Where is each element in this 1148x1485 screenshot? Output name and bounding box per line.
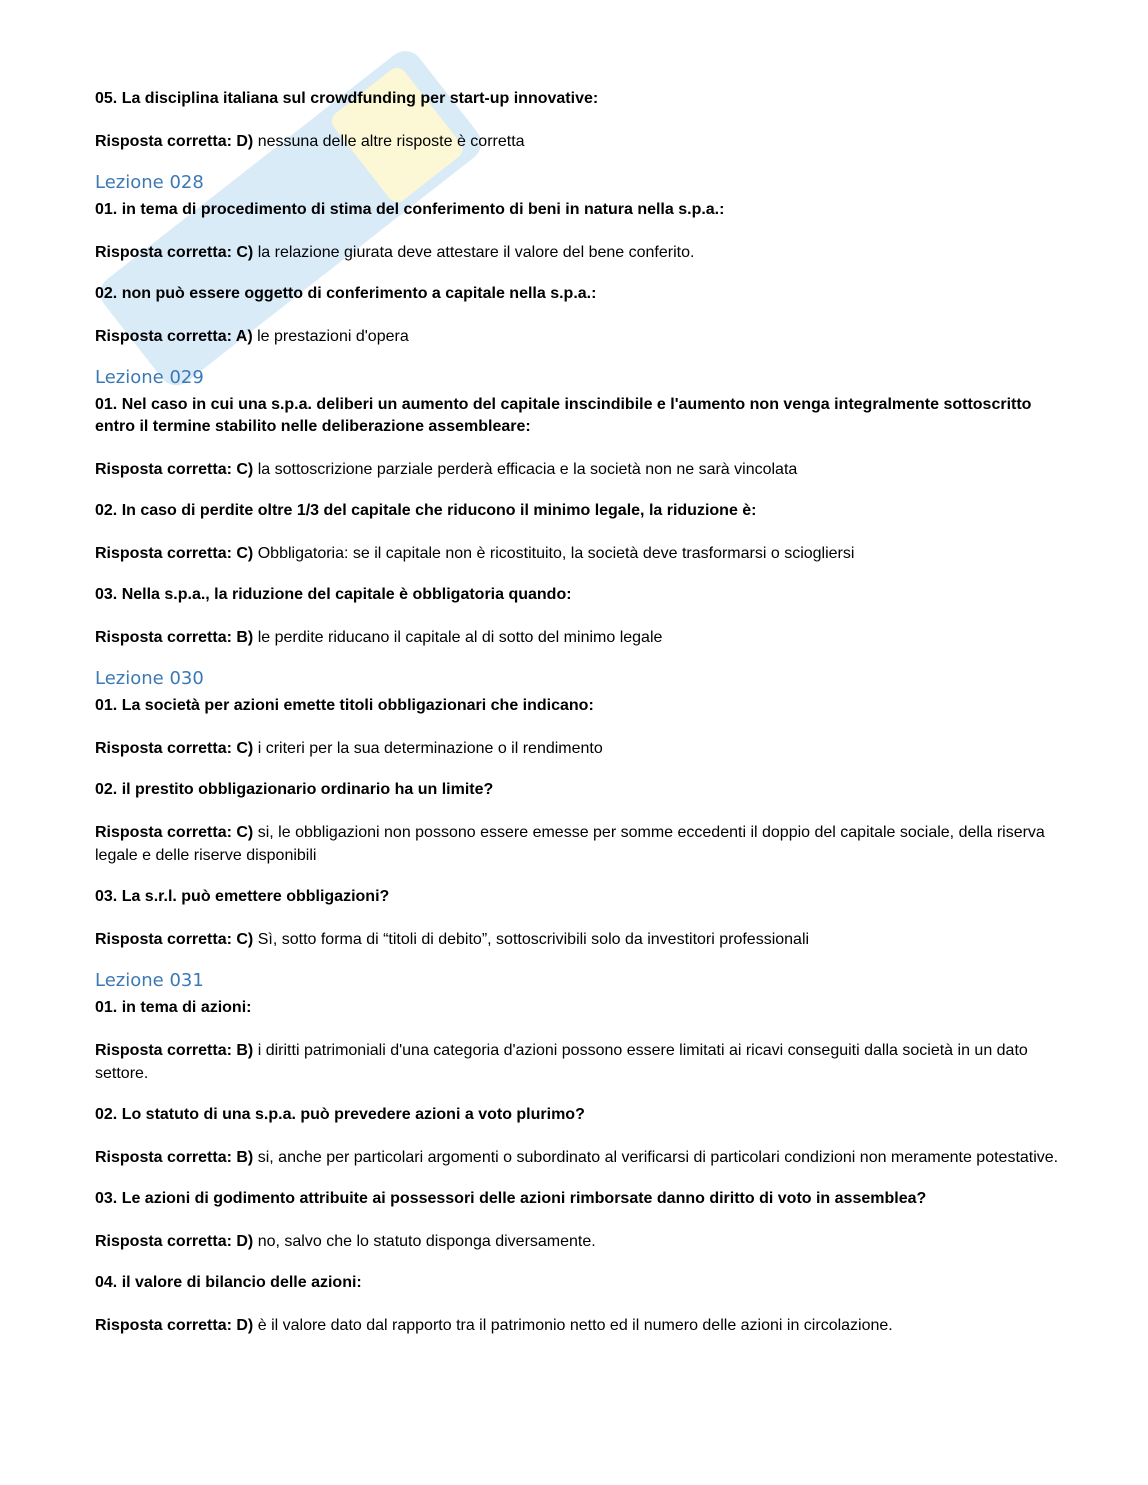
answer-line <box>95 928 1060 951</box>
answer-label <box>95 1149 253 1166</box>
answer-line <box>95 626 1060 649</box>
question-text: 01. Nel caso in cui una s.p.a. deliberi un aumento del capitale inscindibile e l'aumento non venga integralmente sottoscritto entro il termine stabilito nelle deliberazione assembleare: <box>95 396 1032 435</box>
lesson-heading: Lezione 031 <box>95 970 204 991</box>
question-text: 02. il prestito obbligazionario ordinario ha un limite? <box>95 781 494 798</box>
question-text: 05. La disciplina italiana sul crowdfunding per start-up innovative: <box>95 90 599 107</box>
answer-text: la sottoscrizione parziale perderà efficacia e la società non ne sarà vincolata <box>257 461 798 478</box>
answer-prefix: Risposta corretta: <box>95 1042 232 1059</box>
lesson-heading: Lezione 030 <box>95 668 204 689</box>
answer-line <box>95 1230 1060 1253</box>
answer-text: Sì, sotto forma di “titoli di debito”, sottoscrivibili solo da investitori professionali <box>257 931 810 948</box>
answer-prefix: Risposta corretta: <box>95 244 232 261</box>
answer-text: la relazione giurata deve attestare il valore del bene conferito. <box>257 244 695 261</box>
answer-text: i criteri per la sua determinazione o il rendimento <box>257 740 603 757</box>
answer-label <box>95 824 253 841</box>
answer-letter: C) <box>236 545 254 562</box>
answer-line <box>95 1314 1060 1337</box>
question-text: 01. in tema di procedimento di stima del conferimento di beni in natura nella s.p.a.: <box>95 201 725 218</box>
answer-letter: A) <box>235 328 253 345</box>
answer-line <box>95 130 1060 153</box>
answer-label <box>95 740 253 757</box>
answer-line <box>95 241 1060 264</box>
answer-label <box>95 1233 253 1250</box>
answer-label <box>95 931 253 948</box>
answer-prefix: Risposta corretta: <box>95 740 232 757</box>
answer-text: no, salvo che lo statuto disponga diversamente. <box>257 1233 596 1250</box>
answer-letter: D) <box>236 133 254 150</box>
answer-label <box>95 1042 253 1059</box>
answer-letter: C) <box>236 461 254 478</box>
question-text: 01. in tema di azioni: <box>95 999 252 1016</box>
answer-text: le perdite riducano il capitale al di sotto del minimo legale <box>257 629 663 646</box>
question-text: 02. In caso di perdite oltre 1/3 del capitale che riducono il minimo legale, la riduzione è: <box>95 502 757 519</box>
question-text: 02. non può essere oggetto di conferimento a capitale nella s.p.a.: <box>95 285 597 302</box>
answer-letter: C) <box>236 740 254 757</box>
question-text: 03. Le azioni di godimento attribuite ai possessori delle azioni rimborsate danno diritto di voto in assemblea? <box>95 1190 927 1207</box>
answer-letter: B) <box>236 629 254 646</box>
answer-label <box>95 629 253 646</box>
answer-prefix: Risposta corretta: <box>95 824 232 841</box>
answer-text: i diritti patrimoniali d'una categoria d'azioni possono essere limitati ai ricavi conseguiti dalla società in un dato settore. <box>95 1042 1028 1082</box>
answer-letter: C) <box>236 244 254 261</box>
answer-text: nessuna delle altre risposte è corretta <box>257 133 525 150</box>
answer-line <box>95 1146 1060 1169</box>
question-text: 02. Lo statuto di una s.p.a. può prevedere azioni a voto plurimo? <box>95 1106 585 1123</box>
answer-line <box>95 737 1060 760</box>
answer-letter: B) <box>236 1042 254 1059</box>
answer-prefix: Risposta corretta: <box>95 461 232 478</box>
answer-prefix: Risposta corretta: <box>95 328 232 345</box>
answer-line <box>95 821 1060 867</box>
answer-prefix: Risposta corretta: <box>95 629 232 646</box>
answer-letter: B) <box>236 1149 254 1166</box>
document-page <box>95 88 1060 1356</box>
answer-prefix: Risposta corretta: <box>95 931 232 948</box>
answer-text: si, le obbligazioni non possono essere emesse per somme eccedenti il doppio del capitale sociale, della riserva legale e delle riserve disponibili <box>95 824 1045 864</box>
answer-line <box>95 325 1060 348</box>
question-text: 04. il valore di bilancio delle azioni: <box>95 1274 362 1291</box>
answer-text: le prestazioni d'opera <box>257 328 409 345</box>
question-text: 03. La s.r.l. può emettere obbligazioni? <box>95 888 390 905</box>
answer-prefix: Risposta corretta: <box>95 133 232 150</box>
answer-prefix: Risposta corretta: <box>95 1149 232 1166</box>
answer-label <box>95 461 253 478</box>
answer-line <box>95 1039 1060 1085</box>
lesson-heading: Lezione 029 <box>95 367 204 388</box>
answer-letter: D) <box>236 1233 254 1250</box>
answer-line <box>95 458 1060 481</box>
answer-label <box>95 545 253 562</box>
answer-label <box>95 244 253 261</box>
answer-prefix: Risposta corretta: <box>95 545 232 562</box>
answer-letter: D) <box>236 1317 254 1334</box>
answer-prefix: Risposta corretta: <box>95 1233 232 1250</box>
answer-line <box>95 542 1060 565</box>
question-text: 03. Nella s.p.a., la riduzione del capitale è obbligatoria quando: <box>95 586 572 603</box>
answer-label <box>95 328 253 345</box>
lesson-heading: Lezione 028 <box>95 172 204 193</box>
answer-letter: C) <box>236 931 254 948</box>
answer-label <box>95 1317 253 1334</box>
answer-text: si, anche per particolari argomenti o subordinato al verificarsi di particolari condizioni non meramente potestative. <box>257 1149 1059 1166</box>
answer-prefix: Risposta corretta: <box>95 1317 232 1334</box>
answer-text: è il valore dato dal rapporto tra il patrimonio netto ed il numero delle azioni in circolazione. <box>257 1317 893 1334</box>
question-text: 01. La società per azioni emette titoli obbligazionari che indicano: <box>95 697 594 714</box>
answer-label <box>95 133 253 150</box>
answer-letter: C) <box>236 824 254 841</box>
answer-text: Obbligatoria: se il capitale non è ricostituito, la società deve trasformarsi o sciogliersi <box>257 545 855 562</box>
